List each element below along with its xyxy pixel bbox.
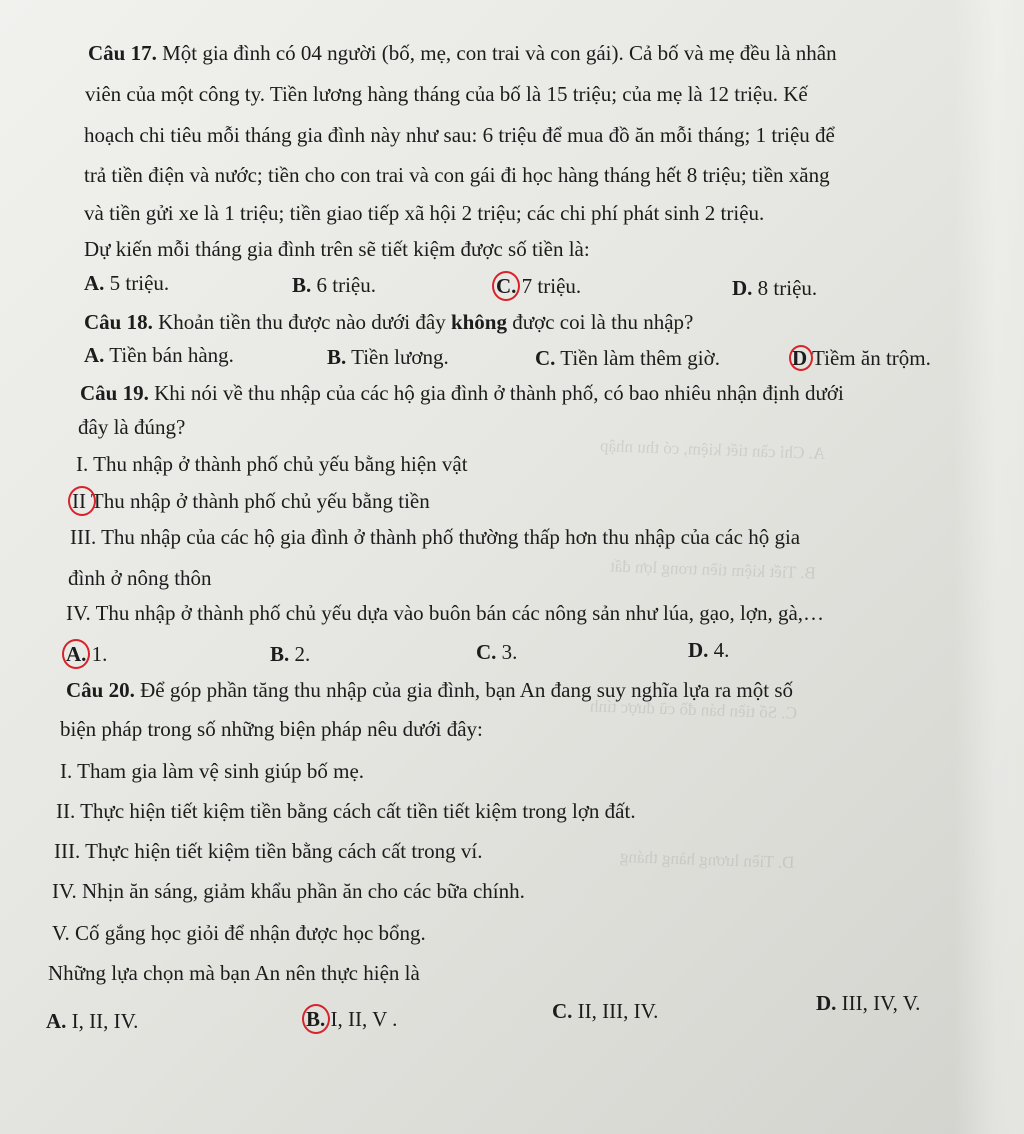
q20-item-3: III. Thực hiện tiết kiệm tiền bằng cách cất trong ví. (54, 839, 483, 863)
q20-option-b-text: I, II, V . (325, 1007, 398, 1031)
q17-option-b[interactable] (292, 272, 376, 298)
q20-option-c[interactable] (552, 998, 658, 1024)
q19-item-2-text: Thu nhập ở thành phố chủ yếu bằng tiền (86, 489, 430, 513)
q20-option-b[interactable] (306, 1006, 397, 1032)
q18-option-a-text: Tiền bán hàng. (104, 343, 234, 367)
q19-option-d-text: 4. (708, 638, 730, 662)
q17-text-1: Một gia đình có 04 người (bố, mẹ, con trai và con gái). Cả bố và mẹ đều là nhân (162, 41, 837, 65)
q18-label: Câu 18. (84, 310, 153, 334)
q17-option-c[interactable] (496, 273, 581, 299)
q19-text-1: Khi nói về thu nhập của các hộ gia đình ở thành phố, có bao nhiêu nhận định dưới (148, 381, 844, 405)
q18-option-b-key: B. (327, 345, 347, 369)
q18-answer-circle: D (792, 346, 808, 370)
q19-answer-circle: II (72, 489, 86, 513)
q19-option-a[interactable] (66, 641, 107, 667)
q19-option-b-key: B. (270, 642, 290, 666)
q20-option-c-key: C. (552, 999, 573, 1023)
q17-option-d-text: 8 triệu. (752, 276, 818, 300)
q18-text-before: Khoản tiền thu được nào dưới đây (152, 310, 451, 334)
q19-option-b[interactable] (270, 641, 310, 667)
q19-option-d[interactable] (688, 637, 729, 663)
q19-line-2: đây là đúng? (78, 415, 186, 439)
q19-label: Câu 19. (80, 381, 149, 405)
q18-stem (84, 309, 693, 335)
q20-option-a[interactable] (46, 1008, 138, 1034)
q20-item-2: II. Thực hiện tiết kiệm tiền bằng cách cất tiền tiết kiệm trong lợn đất. (56, 799, 636, 823)
q19-item-1: I. Thu nhập ở thành phố chủ yếu bằng hiện vật (76, 452, 468, 476)
q17-line-1 (88, 40, 837, 66)
q17-option-a-key: A. (84, 271, 105, 295)
q19-option-d-key: D. (688, 638, 709, 662)
q20-option-a-key: A. (46, 1009, 67, 1033)
q17-answer-circle: C. (496, 274, 517, 298)
q18-option-d[interactable] (792, 345, 931, 371)
q20-item-5: V. Cố gắng học giỏi để nhận được học bổng. (52, 921, 426, 945)
q19-option-a-text: 1. (86, 642, 108, 666)
q18-option-b-text: Tiền lương. (346, 345, 449, 369)
q17-option-b-key: B. (292, 273, 312, 297)
q18-text-after: được coi là thu nhập? (507, 310, 694, 334)
q17-option-b-text: 6 triệu. (311, 273, 376, 297)
q18-option-c[interactable] (535, 345, 720, 371)
q17-line-6: Dự kiến mỗi tháng gia đình trên sẽ tiết kiệm được số tiền là: (84, 237, 590, 261)
q17-option-a[interactable] (84, 270, 169, 296)
q20-option-d-text: III, IV, V. (836, 991, 921, 1015)
q17-option-d[interactable] (732, 275, 817, 301)
q20-option-a-text: I, II, IV. (66, 1009, 139, 1033)
q20-prompt: Những lựa chọn mà bạn An nên thực hiện là (48, 961, 420, 985)
q18-option-c-text: Tiền làm thêm giờ. (555, 346, 720, 370)
q17-option-a-text: 5 triệu. (104, 271, 170, 295)
q19-item-2 (72, 488, 430, 514)
q18-option-a[interactable] (84, 342, 234, 368)
q20-item-1: I. Tham gia làm vệ sinh giúp bố mẹ. (60, 759, 365, 783)
q19-option-c-text: 3. (496, 640, 518, 664)
q19-option-c[interactable] (476, 639, 517, 665)
q20-label: Câu 20. (66, 678, 135, 702)
q20-answer-circle: B. (306, 1007, 326, 1031)
q17-option-c-text: 7 triệu. (516, 274, 582, 298)
q18-option-c-key: C. (535, 346, 556, 370)
q17-option-d-key: D. (732, 276, 753, 300)
q20-option-c-text: II, III, IV. (572, 999, 659, 1023)
q19-item-3a: III. Thu nhập của các hộ gia đình ở thành phố thường thấp hơn thu nhập của các hộ gia (70, 525, 801, 549)
q20-option-d-key: D. (816, 991, 837, 1015)
q20-line-1 (66, 677, 793, 703)
q20-item-4: IV. Nhịn ăn sáng, giảm khẩu phần ăn cho các bữa chính. (52, 879, 525, 903)
q19-option-a-circle: A. (66, 642, 87, 666)
q19-option-c-key: C. (476, 640, 497, 664)
q17-line-2: viên của một công ty. Tiền lương hàng tháng của bố là 15 triệu; của mẹ là 12 triệu. Kế (85, 82, 808, 106)
q20-option-d[interactable] (816, 990, 920, 1016)
q19-item-3b: đình ở nông thôn (68, 566, 212, 590)
q17-label: Câu 17. (88, 41, 157, 65)
q17-line-3: hoạch chi tiêu mỗi tháng gia đình này như sau: 6 triệu để mua đồ ăn mỗi tháng; 1 triệu để (84, 123, 835, 147)
q20-text-1: Để góp phần tăng thu nhập của gia đình, bạn An đang suy nghĩa lựa ra một số (134, 678, 794, 702)
paper-fold-shadow (954, 0, 1024, 1134)
q17-line-5: và tiền gửi xe là 1 triệu; tiền giao tiếp xã hội 2 triệu; các chi phí phát sinh 2 triệu. (84, 201, 765, 225)
q19-line-1 (80, 380, 844, 406)
q19-option-b-text: 2. (289, 642, 311, 666)
q18-option-b[interactable] (327, 344, 449, 370)
q19-item-4: IV. Thu nhập ở thành phố chủ yếu dựa vào buôn bán các nông sản như lúa, gạo, lợn, gà,… (66, 601, 825, 625)
q18-option-d-text: Tiềm ăn trộm. (807, 346, 931, 370)
q18-option-a-key: A. (84, 343, 105, 367)
q18-emphasis: không (450, 310, 507, 334)
q20-line-2: biện pháp trong số những biện pháp nêu dưới đây: (60, 717, 483, 741)
q17-line-4: trả tiền điện và nước; tiền cho con trai và con gái đi học hàng tháng hết 8 triệu; tiền xăng (84, 163, 830, 187)
